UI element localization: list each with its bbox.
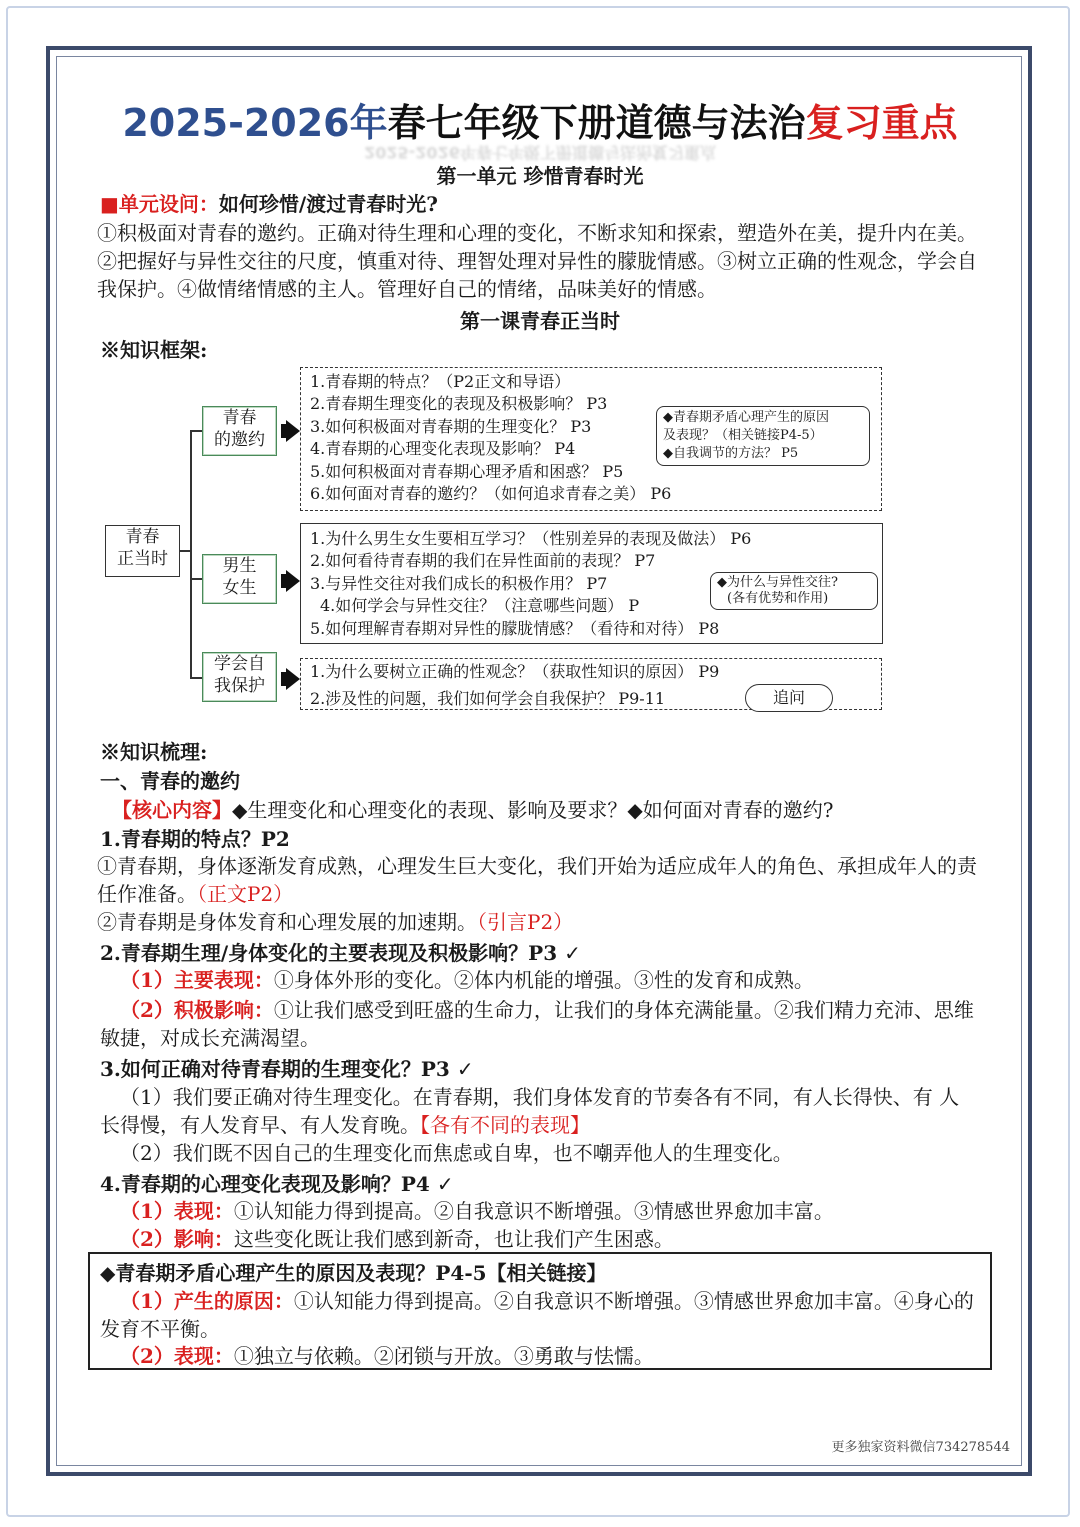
framework-item: 2.如何看待青春期的我们在异性面前的表现？ P7 bbox=[310, 551, 656, 570]
q2-line-1: （1）主要表现：①身体外形的变化。②体内机能的增强。③性的发育和成熟。 bbox=[120, 968, 814, 992]
q3-para-2: （2）我们既不因自己的生理变化而焦虑或自卑，也不嘲弄他人的生理变化。 bbox=[120, 1141, 793, 1165]
sorting-label: ※知识梳理: bbox=[100, 740, 208, 764]
title-year: 2025-2026年 bbox=[122, 101, 388, 145]
q4-title: 4.青春期的心理变化表现及影响？P4 ✓ bbox=[100, 1172, 454, 1196]
framework-item: 6.如何面对青春的邀约？（如何追求青春之美） P6 bbox=[310, 484, 672, 503]
box-title: ◆青春期矛盾心理产生的原因及表现？P4-5【相关链接】 bbox=[100, 1261, 607, 1285]
framework-item: 5.如何理解青春期对异性的朦胧情感？（看待和对待） P8 bbox=[310, 619, 720, 638]
unit-heading: 第一单元 珍惜青春时光 bbox=[436, 164, 644, 188]
framework-item: 4.青春期的心理变化表现及影响？ P4 bbox=[310, 439, 576, 458]
unit-question-text: 如何珍惜/渡过青春时光? bbox=[218, 192, 438, 216]
q3-para-1: （1）我们要正确对待生理变化。在青春期，我们身体发育的节奏各有不同，有人长得快、有 人长得慢，有人发育早、有人发育晚。【各有不同的表现】 bbox=[100, 1085, 960, 1137]
check-icon: ✓ bbox=[436, 1172, 454, 1196]
lesson-heading: 第一课青春正当时 bbox=[460, 309, 620, 333]
q1-answer-2: ②青春期是身体发育和心理发展的加速期。（引言P2） bbox=[97, 910, 574, 934]
framework-item: 1.为什么男生女生要相互学习？（性别差异的表现及做法） P6 bbox=[310, 529, 752, 548]
q4-line-2: （2）影响：这些变化既让我们感到新奇，也让我们产生困惑。 bbox=[120, 1227, 674, 1251]
footer-note: 更多独家资料微信734278544 bbox=[831, 1440, 1010, 1455]
note-callout-3: 追问 bbox=[745, 684, 833, 712]
check-icon: ✓ bbox=[564, 941, 581, 965]
title-highlight: 复习重点 bbox=[805, 101, 958, 145]
framework-item: 1.青春期的特点？（P2正文和导语） bbox=[310, 372, 571, 391]
core-content bbox=[112, 794, 833, 823]
q1-answer-1: ①青春期，身体逐渐发育成熟，心理发生巨大变化，我们开始为适应成年人的角色、承担成年人的责任作准备。（正文P2） bbox=[97, 854, 977, 906]
unit-answer: ①积极面对青春的邀约。正确对待生理和心理的变化，不断求知和探索，塑造外在美，提升内在美。②把握好与异性交往的尺度，慎重对待、理智处理对异性的朦胧情感。③树立正确的性观念，学会自我保护。④做情绪情感的主人。管理好自己的情绪，品味美好的情感。 bbox=[97, 221, 977, 301]
section-heading: 一、青春的邀约 bbox=[100, 769, 240, 793]
framework-item: 3.如何积极面对青春期的生理变化？ P3 bbox=[310, 417, 592, 436]
note-callout-1: ◆青春期矛盾心理产生的原因 及表现？（相关链接P4-5） ◆自我调节的方法？ P5 bbox=[656, 406, 870, 466]
framework-item: 2.青春期生理变化的表现及积极影响？ P3 bbox=[310, 394, 608, 413]
q2-line-2: （2）积极影响：①让我们感受到旺盛的生命力，让我们的身体充满能量。②我们精力充沛、思维敏捷，对成长充满渴望。 bbox=[100, 998, 974, 1050]
q2-title: 2.青春期生理/身体变化的主要表现及积极影响？P3 ✓ bbox=[100, 941, 581, 965]
root-node: 青春 正当时 bbox=[105, 525, 180, 577]
framework-item: 2.涉及性的问题，我们如何学会自我保护？ P9-11 bbox=[310, 689, 666, 708]
note-callout-2: ◆为什么与异性交往? (各有优势和作用) bbox=[710, 572, 878, 610]
q4-line-1: （1）表现：①认知能力得到提高。②自我意识不断增强。③情感世界愈加丰富。 bbox=[120, 1199, 834, 1223]
branch-node-self-protection: 学会自 我保护 bbox=[202, 652, 277, 702]
title-reflection: 2025-2026年春七年级下册道德与法治复习重点 bbox=[364, 143, 716, 162]
unit-question bbox=[100, 188, 438, 217]
framework-item: 3.与异性交往对我们成长的积极作用？ P7 bbox=[310, 574, 608, 593]
page-title bbox=[0, 92, 1080, 147]
core-text: ◆生理变化和心理变化的表现、影响及要求？◆如何面对青春的邀约? bbox=[232, 798, 834, 822]
framework-item: 4.如何学会与异性交往？（注意哪些问题） P bbox=[320, 596, 640, 615]
unit-question-marker: ■单元设问： bbox=[100, 192, 219, 216]
branch-node-youth-invitation: 青春 的邀约 bbox=[202, 406, 277, 456]
arrow-icon bbox=[286, 668, 300, 690]
branch-node-boys-girls: 男生 女生 bbox=[202, 554, 277, 604]
core-tag: 【核心内容】 bbox=[112, 798, 232, 822]
check-icon: ✓ bbox=[456, 1057, 474, 1081]
framework-label: ※知识框架: bbox=[100, 338, 208, 362]
box-line-2: （2）表现：①独立与依赖。②闭锁与开放。③勇敢与怯懦。 bbox=[120, 1344, 654, 1368]
q3-title: 3.如何正确对待青春期的生理变化？P3 ✓ bbox=[100, 1057, 474, 1081]
framework-item: 1.为什么要树立正确的性观念？（获取性知识的原因） P9 bbox=[310, 662, 720, 681]
arrow-icon bbox=[286, 420, 300, 442]
box-line-1: （1）产生的原因：①认知能力得到提高。②自我意识不断增强。③情感世界愈加丰富。④身心的发育不平衡。 bbox=[100, 1289, 974, 1341]
title-middle: 春七年级下册道德与法治 bbox=[387, 101, 806, 145]
framework-item: 5.如何积极面对青春期心理矛盾和困惑？ P5 bbox=[310, 462, 624, 481]
arrow-icon bbox=[286, 570, 300, 592]
q1-title: 1.青春期的特点？P2 bbox=[100, 827, 290, 851]
